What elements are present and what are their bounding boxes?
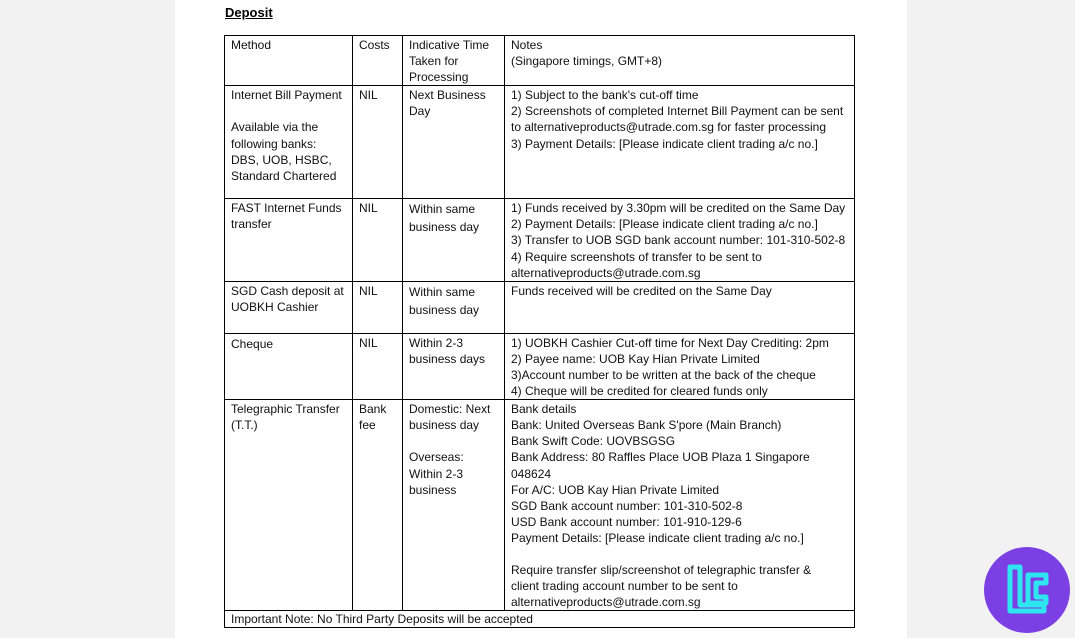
table-row <box>225 281 855 333</box>
table-header-row <box>225 36 855 86</box>
cell-notes: Bank details Bank: United Overseas Bank S'pore (Main Branch) Bank Swift Code: UOVBSGSG Bank Address: 80 Raffles Place UOB Plaza 1 Singapore 048624 For A/C: UOB Kay Hian Private Limited SGD Bank account number: 101-310-502-8 USD Bank account number: 101-910-129-6 Payment Details: [Please indicate client trading a/c no.] Require transfer slip/screenshot of telegraphic transfer & client trading account number to be sent to alternativeproducts@utrade.com.sg <box>505 400 855 611</box>
cell-notes: 1) Subject to the bank's cut-off time 2) Screenshots of completed Internet Bill Payment can be sent to alternativeproducts@utrade.com.sg for faster processing 3) Payment Details: [Please indicate client trading a/c no.] <box>505 86 855 199</box>
header-costs: Costs <box>353 36 403 86</box>
cell-notes: 1) Funds received by 3.30pm will be credited on the Same Day 2) Payment Details: [Please indicate client trading a/c no.] 3) Transfer to UOB SGD bank account number: 101-310-502-8 4) Require screenshots of transfer to be sent to alternativeproducts@utrade.com.sg <box>505 199 855 281</box>
important-note: Important Note: No Third Party Deposits will be accepted <box>225 611 855 628</box>
cell-method: FAST Internet Funds transfer <box>225 199 353 281</box>
cell-costs: NIL <box>353 199 403 281</box>
cell-time: Within same business day <box>403 281 505 333</box>
deposit-methods-table <box>224 35 855 628</box>
cell-notes: 1) UOBKH Cashier Cut-off time for Next Day Crediting: 2pm 2) Payee name: UOB Kay Hian Private Limited 3)Account number to be written at the back of the cheque 4) Cheque will be credited for cleared funds only <box>505 333 855 399</box>
cell-costs: NIL <box>353 281 403 333</box>
brand-logo <box>984 547 1070 633</box>
table-footer-row <box>225 611 855 628</box>
cell-method: Cheque <box>225 333 353 399</box>
cell-notes: Funds received will be credited on the Same Day <box>505 281 855 333</box>
document-page <box>175 0 907 638</box>
cell-time: Domestic: Next business day Overseas: Within 2-3 business <box>403 400 505 611</box>
cell-method: SGD Cash deposit at UOBKH Cashier <box>225 281 353 333</box>
cell-time: Within 2-3 business days <box>403 333 505 399</box>
cell-costs: NIL <box>353 86 403 199</box>
logo-mark-icon <box>984 547 1070 633</box>
cell-time: Next Business Day <box>403 86 505 199</box>
header-method: Method <box>225 36 353 86</box>
cell-time: Within same business day <box>403 199 505 281</box>
cell-method: Internet Bill Payment Available via the following banks: DBS, UOB, HSBC, Standard Chartered <box>225 86 353 199</box>
header-time: Indicative Time Taken for Processing <box>403 36 505 86</box>
table-row <box>225 86 855 199</box>
cell-costs: NIL <box>353 333 403 399</box>
table-row <box>225 333 855 399</box>
section-title: Deposit <box>225 5 273 20</box>
cell-costs: Bank fee <box>353 400 403 611</box>
table-row <box>225 400 855 611</box>
cell-method: Telegraphic Transfer (T.T.) <box>225 400 353 611</box>
header-notes: Notes (Singapore timings, GMT+8) <box>505 36 855 86</box>
table-row <box>225 199 855 281</box>
